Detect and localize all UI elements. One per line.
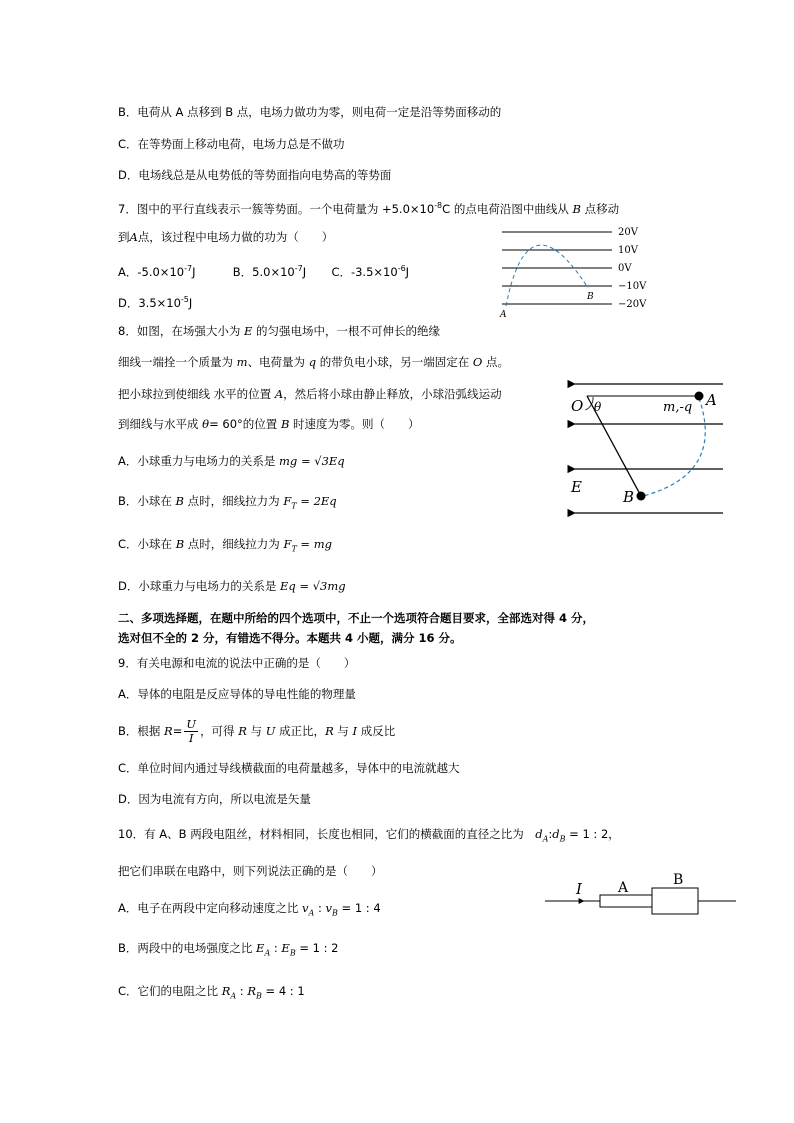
- q7-options-abc: [118, 261, 409, 280]
- q8-option-b: B．小球在 B 点时，细线拉力为 $F_T = 2Eq$: [118, 494, 337, 511]
- q8-option-c: C．小球在 B 点时，细线拉力为 $F_T$ = mg: [118, 537, 332, 554]
- q8-pendulum-field-figure: [565, 374, 730, 524]
- point-a-label: A: [500, 310, 507, 320]
- section-2-heading-line2: 选对但不全的 2 分，有错选不得分。本题共 4 小题，满分 16 分。: [118, 631, 462, 645]
- q8-stem-line1: 8．如图，在场强大小为 E 的匀强电场中，一根不可伸长的绝缘: [118, 324, 441, 338]
- resistor-a-label: A: [618, 880, 629, 896]
- resistor-b: [652, 888, 698, 914]
- q7-stem-line2: 到A点，该过程中电场力做的功为（ ）: [118, 230, 334, 244]
- q10-option-a: A．电子在两段中定向移动速度之比 $v_A$ : $v_B = 1$ : 4: [118, 901, 381, 918]
- level-label-20v: 20V: [618, 227, 638, 238]
- q8-option-a: A．小球重力与电场力的关系是 mg = √3Eq: [118, 454, 345, 468]
- q7-option-d: D．$3.5\times 10^{-5}J$: [118, 295, 193, 310]
- q6-option-b: B．电荷从 A 点移到 B 点，电场力做功为零，则电荷一定是沿等势面移动的: [118, 105, 502, 119]
- fraction-u-over-i: $\frac{U}{I}$: [186, 717, 197, 745]
- q10-option-b: B．两段中的电场强度之比 $E_A$ : $E_B = 1$ : 2: [118, 941, 339, 958]
- q8-stem-line4: 到细线与水平成 θ= 60°的位置 B 时速度为零。则（ ）: [118, 417, 420, 431]
- section-2-heading-line1: 二、多项选择题，在题中所给的四个选项中，不止一个选项符合题目要求，全部选对得 4 分，: [118, 611, 595, 625]
- q10-stem-line2: 把它们串联在电路中，则下列说法正确的是（ ）: [118, 864, 383, 878]
- ball-at-a: [695, 392, 704, 401]
- q7-stem: 7．图中的平行直线表示一簇等势面。一个电荷量为 $+5.0\times 10^{-8}C$ 的点电荷沿图中曲线从 B 点移动: [118, 201, 620, 216]
- q6-option-c: C．在等势面上移动电荷，电场力总是不做功: [118, 137, 345, 151]
- q9-stem: 9．有关电源和电流的说法中正确的是（ ）: [118, 656, 356, 670]
- level-label-0v: 0V: [618, 263, 632, 274]
- point-b-label: B: [587, 292, 594, 302]
- current-i-label: I: [576, 880, 582, 898]
- ball-at-b: [637, 492, 646, 501]
- q9-option-a: A．导体的电阻是反应导体的导电性能的物理量: [118, 687, 356, 701]
- q10-resistor-figure: [540, 868, 740, 920]
- point-b-label: B: [623, 488, 635, 506]
- field-e-label: E: [571, 478, 582, 496]
- resistor-b-label: B: [673, 872, 684, 888]
- theta-label: θ: [594, 400, 602, 414]
- level-label-neg10v: −10V: [618, 281, 647, 292]
- q10-stem-line1: 10．有 A、B 两段电阻丝，材料相同，长度也相同，它们的横截面的直径之比为 $d_A:d_B = 1$ : 2，: [118, 827, 620, 844]
- q8-stem-line3: 把小球拉到使细线 水平的位置 A，然后将小球由静止释放，小球沿弧线运动: [118, 387, 502, 401]
- q9-option-c: C．单位时间内通过导线横截面的电荷量越多，导体中的电流就越大: [118, 761, 460, 775]
- q10-option-c: C．它们的电阻之比 $R_A$ : $R_B = 4$ : 1: [118, 984, 305, 1001]
- resistor-a: [600, 895, 652, 907]
- q8-option-d: D．小球重力与电场力的关系是 Eq = √3mg: [118, 579, 346, 593]
- point-a-label: A: [706, 391, 717, 409]
- q7-option-a: A．$-5.0\times 10^{-7}J$: [118, 264, 196, 279]
- charge-path-curve: [506, 245, 588, 306]
- q7-option-b: B．$5.0\times 10^{-7}J$: [232, 264, 307, 279]
- q8-stem-line2: 细线一端拴一个质量为 m、电荷量为 q 的带负电小球，另一端固定在 O 点。: [118, 355, 509, 369]
- level-label-10v: 10V: [618, 245, 638, 256]
- mass-charge-label: m,-q: [663, 400, 693, 415]
- q6-option-d: D．电场线总是从电势低的等势面指向电势高的等势面: [118, 168, 392, 182]
- q7-option-c: C．$-3.5\times 10^{-6}J$: [331, 264, 410, 279]
- q7-equipotential-figure: [490, 222, 660, 320]
- point-o-label: O: [571, 397, 584, 415]
- q9-option-d: D．因为电流有方向，所以电流是矢量: [118, 792, 311, 806]
- q9-option-b: B．根据 R= $\frac{U}{I}$ ，可得 R 与 U 成正比，R 与 I 成反比: [118, 717, 396, 745]
- level-label-neg20v: −20V: [618, 299, 647, 310]
